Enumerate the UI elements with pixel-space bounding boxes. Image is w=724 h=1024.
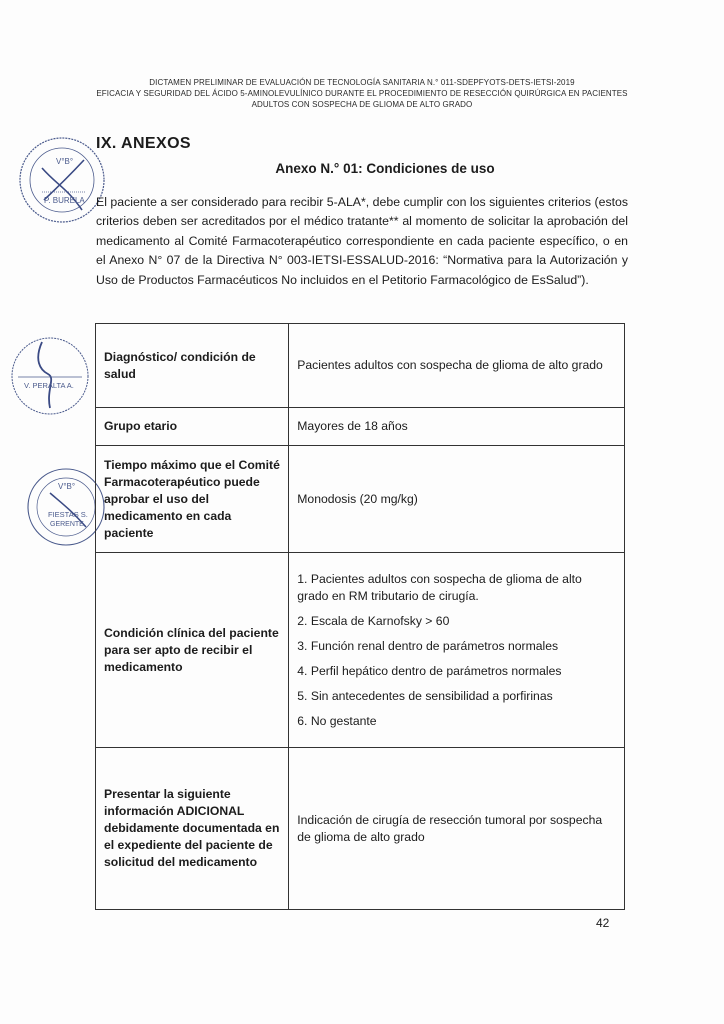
condition-item-1: 1. Pacientes adultos con sospecha de glioma de alto grado en RM tributario de cirugía. [297, 571, 582, 603]
row-value-max-time: Monodosis (20 mg/kg) [289, 446, 625, 553]
svg-text:V°B°: V°B° [56, 157, 74, 166]
signature-stamp-2 [4, 330, 104, 420]
document-header [60, 77, 664, 110]
section-title: IX. ANEXOS [96, 135, 191, 152]
row-value-clinical-condition [289, 553, 625, 748]
row-label-age-group: Grupo etario [96, 408, 289, 446]
svg-text:V. PERALTA A.: V. PERALTA A. [24, 381, 74, 390]
conditions-table [95, 323, 625, 910]
row-value-age-group: Mayores de 18 años [289, 408, 625, 446]
svg-text:GERENTE: GERENTE [50, 521, 84, 528]
intro-paragraph [96, 193, 628, 290]
table-row [96, 324, 625, 408]
table-row [96, 748, 625, 910]
svg-text:P. BURELA: P. BURELA [44, 196, 85, 205]
row-label-clinical-condition: Condición clínica del paciente para ser apto de recibir el medicamento [96, 553, 289, 748]
row-value-additional-info: Indicación de cirugía de resección tumoral por sospecha de glioma de alto grado [289, 748, 625, 910]
row-value-diagnosis: Pacientes adultos con sospecha de glioma de alto grado [289, 324, 625, 408]
svg-text:FIESTAS S.: FIESTAS S. [48, 510, 88, 519]
annex-title: Anexo N.° 01: Condiciones de uso [275, 161, 495, 176]
header-line-2: EFICACIA Y SEGURIDAD DEL ÁCIDO 5-AMINOLEVULÍNICO DURANTE EL PROCEDIMIENTO DE RESECCIÓN QUIRÚRGICA EN PACIENTES [96, 89, 628, 98]
row-label-additional-info: Presentar la siguiente información ADICIONAL debidamente documentada en el expediente del paciente de solicitud del medicamento [96, 748, 289, 910]
table-row [96, 553, 625, 748]
condition-item-5: 5. Sin antecedentes de sensibilidad a porfirinas [297, 688, 553, 703]
condition-item-3: 3. Función renal dentro de parámetros normales [297, 638, 559, 653]
header-line-3: ADULTOS CON SOSPECHA DE GLIOMA DE ALTO GRADO [251, 100, 473, 109]
page-number: 42 [596, 916, 610, 930]
condition-item-6: 6. No gestante [297, 713, 377, 728]
header-line-1: DICTAMEN PRELIMINAR DE EVALUACIÓN DE TECNOLOGÍA SANITARIA N.° 011-SDEPFYOTS-DETS-IETSI-2019 [149, 78, 575, 87]
intro-text: El paciente a ser considerado para recibir 5-ALA*, debe cumplir con los siguientes criterios (estos criterios deben ser acreditados por el médico tratante** al momento de solicitar la aprobación del medicamento al Comité Farmacoterapéutico correspondiente en cada paciente específico, o en el Anexo N° 07 de la Directiva N° 003-IETSI-ESSALUD-2016: “Normativa para la Autorización y Uso de Productos Farmacéuticos No incluidos en el Petitorio Farmacológico de EsSalud”). [96, 195, 628, 287]
table-row [96, 446, 625, 553]
table-row [96, 408, 625, 446]
row-label-diagnosis: Diagnóstico/ condición de salud [96, 324, 289, 408]
condition-item-4: 4. Perfil hepático dentro de parámetros normales [297, 663, 562, 678]
row-label-max-time: Tiempo máximo que el Comité Farmacoterapéutico puede aprobar el uso del medicamento en cada paciente [96, 446, 289, 553]
svg-text:V°B°: V°B° [58, 482, 76, 491]
condition-item-2: 2. Escala de Karnofsky > 60 [297, 613, 450, 628]
